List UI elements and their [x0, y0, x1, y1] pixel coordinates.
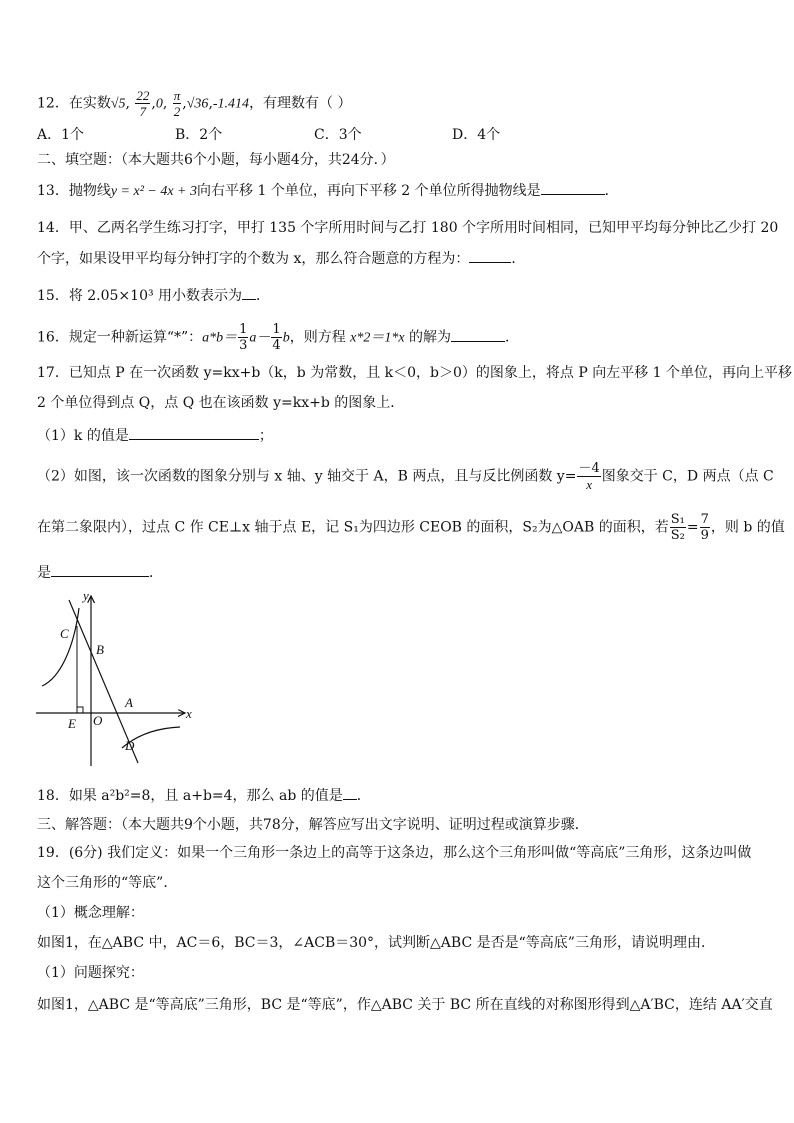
- q13-suffix: 向右平移 1 个单位，再向下平移 2 个单位所得抛物线是: [197, 183, 541, 199]
- q16-frac-1-4: $\frac{1}{4}$: [272, 322, 281, 353]
- q12-option-c: C．3个: [314, 127, 362, 143]
- label-x: x: [186, 706, 192, 721]
- label-d: D: [125, 738, 135, 753]
- label-c: C: [60, 626, 69, 641]
- q13-prefix: 13．抛物线: [37, 183, 111, 199]
- q17-line1: 17．已知点 P 在一次函数 y=kx+b（k，b 为常数，且 k＜0，b＞0）的图象上，将点 P 向左平移 1 个单位，再向上平移: [37, 365, 793, 381]
- q12-option-b: B．2个: [175, 127, 223, 143]
- q16-equation: x*2＝1*x: [350, 330, 405, 346]
- q17-part3-text2: ，则 b 的值: [710, 519, 785, 536]
- q17-inverse-fraction: $\frac{-4}{x}$: [578, 461, 600, 492]
- q17-area-ratio: $\frac{\text{S₁}}{\text{S₂}}$: [670, 512, 685, 543]
- q16-stem: [37, 322, 519, 353]
- q14-line2: [37, 248, 525, 269]
- q13-answer-blank: [541, 180, 605, 195]
- q14-line1: 14．甲、乙两名学生练习打字，甲打 135 个字所用时间与乙打 180 个字所用时间相同，已知甲平均每分钟比乙少打 20: [37, 220, 779, 236]
- q17-part1-text: （1）k 的值是: [37, 428, 129, 444]
- section2-heading: 二、填空题：（本大题共6个小题，每小题4分，共24分．）: [37, 152, 395, 168]
- q12-option-d: D．4个: [452, 127, 501, 143]
- q17-ratio-equals: =: [686, 519, 699, 536]
- q17-part1-blank: [129, 425, 259, 440]
- q14-end: ．: [511, 251, 526, 267]
- q17-part2: [37, 461, 774, 492]
- q16-end: ．: [505, 329, 520, 346]
- label-e: E: [68, 716, 76, 731]
- section3-heading: 三、解答题：（本大题共9个小题，共78分，解答应写出文字说明、证明过程或演算步骤．: [37, 817, 589, 833]
- q19-sub2-text: 如图1，△ABC 是“等高底”三角形，BC 是“等底”，作△ABC 关于 BC 所在直线的对称图形得到△A′BC，连结 AA′交直: [37, 997, 773, 1013]
- q12-num-neg1414: -1.414: [212, 96, 250, 112]
- q13-expression: y = x² − 4x + 3: [110, 184, 198, 199]
- q16-prefix: 16．规定一种新运算“*”：: [37, 329, 203, 346]
- q16-answer-blank: [451, 327, 505, 342]
- q15-stem: [37, 285, 270, 306]
- q19-sub2-heading: （1）问题探究：: [37, 965, 144, 981]
- q17-part4-blank: [51, 562, 149, 577]
- q19-sub1-heading: （1）概念理解：: [37, 905, 144, 921]
- q17-part4: [37, 562, 163, 583]
- q12-prefix: 12．在实数: [37, 95, 111, 112]
- label-b: B: [96, 642, 104, 657]
- q15-end: ．: [256, 288, 271, 304]
- q17-part1: [37, 425, 273, 446]
- q17-ratio-value: $\frac{7}{9}$: [700, 512, 709, 543]
- q18-end: ．: [356, 788, 371, 804]
- q17-part4-end: ．: [149, 565, 163, 581]
- q18-text: 18．如果 a²b²=8，且 a+b=4，那么 ab 的值是: [37, 788, 343, 804]
- q12-num-0: 0: [155, 96, 163, 112]
- q17-part1-end: ；: [258, 428, 273, 444]
- q13-end: ．: [604, 183, 619, 199]
- q12-option-a: A．1个: [37, 127, 85, 143]
- q17-line2: 2 个单位得到点 Q，点 Q 也在该函数 y=kx+b 的图象上．: [37, 395, 405, 411]
- q12-num-sqrt5: √5: [110, 96, 126, 112]
- q18-answer-blank: [343, 785, 357, 800]
- label-a: A: [125, 695, 133, 710]
- q19-sub1-text: 如图1，在△ABC 中，AC＝6，BC＝3，∠ACB＝30°，试判断△ABC 是否是“等高底”三角形，请说明理由．: [37, 935, 715, 951]
- right-angle-mark: [77, 707, 83, 713]
- q12-suffix: ，有理数有（ ）: [249, 95, 352, 112]
- q17-part3-text: 在第二象限内），过点 C 作 CE⊥x 轴于点 E，记 S₁为四边形 CEOB 的面积，S₂为△OAB 的面积，若: [37, 519, 669, 536]
- q17-figure: [30, 588, 200, 778]
- q19-line1: 19．(6分) 我们定义：如果一个三角形一条边上的高等于这条边，那么这个三角形叫做“等高底”三角形，这条边叫做: [37, 845, 752, 861]
- q17-part4-text: 是: [37, 565, 51, 581]
- q16-suffix2: 的解为: [409, 329, 452, 346]
- label-y: y: [83, 588, 89, 603]
- q17-part2-text: （2）如图，该一次函数的图象分别与 x 轴、y 轴交于 A，B 两点，且与反比例函数 y=: [37, 468, 577, 485]
- q16-frac-1-3: $\frac{1}{3}$: [239, 322, 248, 353]
- hyperbola-branch-upper: [42, 608, 79, 686]
- q18-stem: [37, 785, 371, 806]
- q16-tail: b: [282, 330, 290, 346]
- q14-line2-text: 个字，如果设甲平均每分钟打字的个数为 x，那么符合题意的方程为：: [37, 251, 470, 267]
- q12-num-sqrt36: √36: [186, 96, 209, 112]
- q16-lhs: a*b＝: [202, 330, 238, 346]
- q12-stem: 12．在实数√5, $\frac{22}{7}$ ,0, $\frac{\pi}{2}$ ,√36,-1.414，有理数有（ ）: [37, 88, 352, 119]
- q14-answer-blank: [469, 248, 511, 263]
- q12-frac-pi-2: $\frac{\pi}{2}$: [173, 88, 181, 119]
- label-o: O: [93, 713, 103, 728]
- q16-mid: a－: [249, 330, 271, 346]
- q13-stem: [37, 180, 619, 202]
- q15-text: 15．将 2.05×10³ 用小数表示为: [37, 288, 243, 304]
- q12-frac-22-7: $\frac{22}{7}$: [136, 88, 150, 119]
- q15-answer-blank: [242, 285, 256, 300]
- q16-suffix: ，则方程: [289, 329, 346, 346]
- q17-part2-text2: 图象交于 C，D 两点（点 C: [601, 468, 774, 485]
- q19-line2: 这个三角形的“等底”．: [37, 875, 178, 891]
- q17-part3: [37, 512, 785, 543]
